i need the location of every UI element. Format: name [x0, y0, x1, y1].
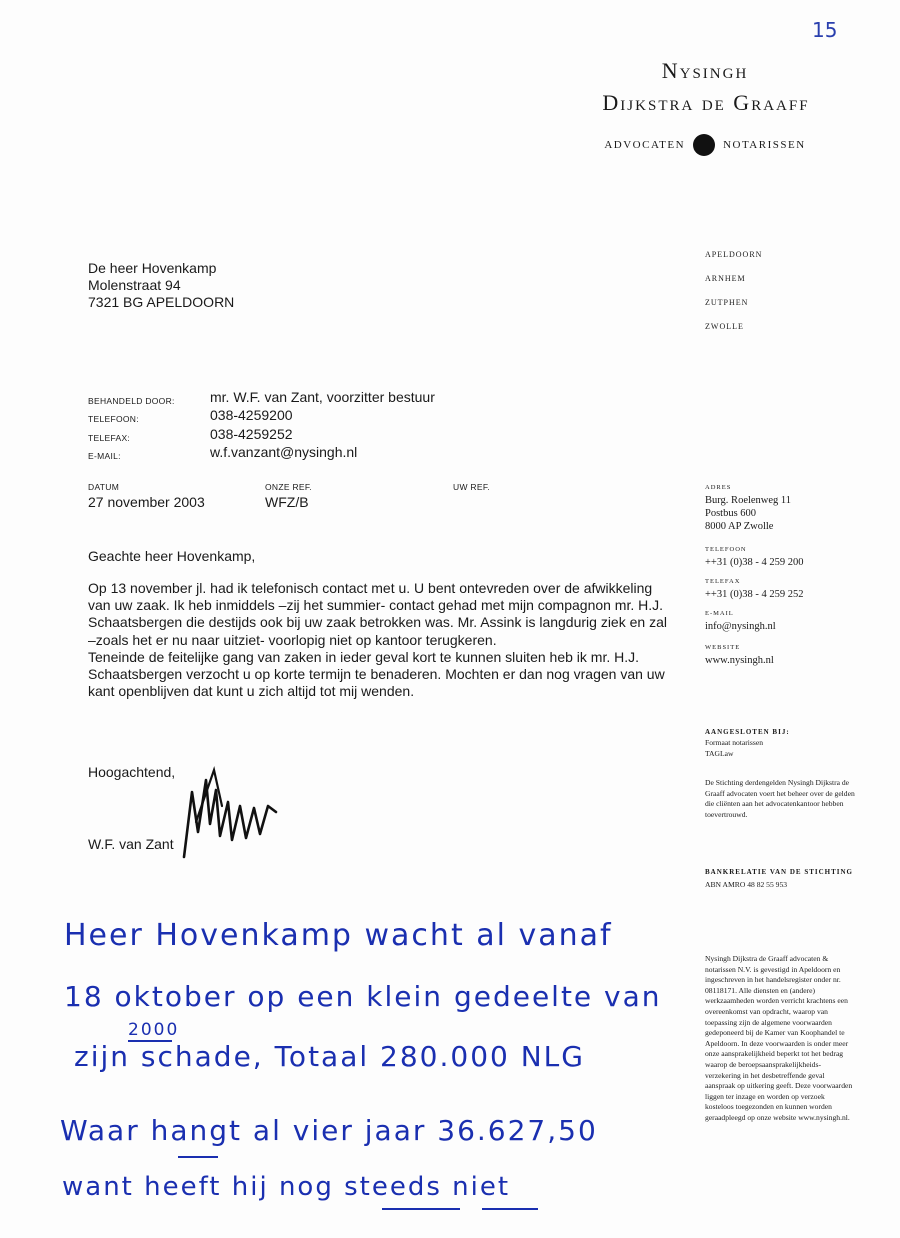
office-zwolle: ZWOLLE — [705, 322, 744, 331]
bank-label: BANKRELATIE VAN DE STICHTING — [705, 868, 854, 876]
aangesloten-label: AANGESLOTEN BIJ: — [705, 728, 790, 736]
aangesloten-line-2: TAGLaw — [705, 748, 734, 758]
telefax-value: ++31 (0)38 - 4 259 252 — [705, 589, 804, 600]
fax-label: TELEFAX: — [88, 433, 131, 443]
sidebar-email-label: E-MAIL — [705, 610, 734, 617]
adres-label: ADRES — [705, 484, 732, 491]
email-value: w.f.vanzant@nysingh.nl — [210, 444, 358, 460]
website-label: WEBSITE — [705, 644, 741, 651]
office-zutphen: ZUTPHEN — [705, 298, 749, 307]
aangesloten-lines — [705, 738, 855, 759]
office-arnhem: ARNHEM — [705, 274, 746, 283]
phone-value: 038-4259200 — [210, 407, 293, 423]
your-ref-label: UW REF. — [453, 482, 491, 492]
stichting-text: De Stichting derdengelden Nysingh Dijkstra de Graaff advocaten voert het beheer over de gelden die cliënten aan het advocatenkantoor hebben toevertrouwd. — [705, 778, 855, 819]
logo-left-word: ADVOCATEN — [604, 139, 686, 151]
fax-value: 038-4259252 — [210, 426, 293, 442]
telefax-label: TELEFAX — [705, 578, 741, 585]
date-value: 27 november 2003 — [88, 494, 205, 510]
website-value: www.nysingh.nl — [705, 655, 774, 666]
handwriting-line-4: Waar hangt al vier jaar 36.627,50 — [60, 1114, 598, 1147]
telefoon-value: ++31 (0)38 - 4 259 200 — [705, 557, 804, 568]
underline-niet — [482, 1208, 538, 1210]
handwriting-superscript: 2000 — [128, 1020, 180, 1040]
underline-hangt — [178, 1156, 218, 1158]
recipient-street: Molenstraat 94 — [88, 277, 181, 293]
handwriting-line-1: Heer Hovenkamp wacht al vanaf — [64, 918, 613, 953]
recipient-name: De heer Hovenkamp — [88, 260, 217, 276]
legal-text: Nysingh Dijkstra de Graaff advocaten & notarissen N.V. is gevestigd in Apeldoorn en ingeschreven in het handelsregister onder nr. 08118171. Alle diensten en (andere) werkzaamheden worden verricht krachtens een overeenkomst van opdracht, waarop van toepassing zijn de algemene voorwaarden gedeponeerd bij de Kamer van Koophandel te Apeldoorn. In deze voorwaarden is onder meer onze aansprakelijkheid beperkt tot het bedrag waarop de beroepsaansprakelijkheids-verzekering in het desbetreffende geval aanspraak op uitkering geeft. Deze voorwaarden liggen ter inzage en worden op verzoek kosteloos toegezonden en kunnen worden geraadpleegd op onze website www.nysingh.nl. — [705, 954, 853, 1122]
aangesloten-line-1: Formaat notarissen — [705, 738, 763, 747]
paragraph-2: Teneinde de feitelijke gang van zaken in ieder geval kort te kunnen sluiten heb ik mr. H.J. Schaatsbergen verzocht u op korte termijn te benaderen. Mochten er dan nog vragen van uw kant openblijven dat kunt u zich altijd tot mij wenden. — [88, 648, 665, 700]
handwriting-line-3: zijn schade, Totaal 280.000 NLG — [74, 1040, 585, 1073]
adres-lines — [705, 494, 791, 533]
phone-label: TELEFOON: — [88, 414, 139, 424]
bank-value: ABN AMRO 48 82 55 953 — [705, 880, 788, 889]
letter-body — [88, 580, 668, 700]
logo-right-word: NOTARISSEN — [723, 139, 806, 151]
email-label: E-MAIL: — [88, 451, 121, 461]
date-label: DATUM — [88, 482, 120, 492]
adres-line-1: Burg. Roelenweg 11 — [705, 495, 792, 506]
page-number: 15 — [812, 18, 838, 42]
logo-dot-icon — [693, 134, 715, 156]
logo-tagline — [590, 134, 820, 156]
signature-icon — [176, 762, 286, 862]
logo-line-1: Nysingh — [661, 58, 749, 83]
adres-line-3: 8000 AP Zwolle — [705, 521, 774, 532]
recipient-city: 7321 BG APELDOORN — [88, 294, 235, 310]
signatory: W.F. van Zant — [88, 836, 174, 852]
handled-by-label: BEHANDELD DOOR: — [88, 396, 175, 406]
sidebar-email-value: info@nysingh.nl — [705, 621, 776, 632]
adres-line-2: Postbus 600 — [705, 508, 757, 519]
office-apeldoorn: APELDOORN — [705, 250, 763, 259]
paragraph-1: Op 13 november jl. had ik telefonisch contact met u. U bent ontevreden over de afwikkeling van uw zaak. Ik heb inmiddels –zij het summier- contact gehad met mijn compagnon mr. H.J. Schaatsbergen die destijds ook bij uw zaak betrokken was. Mr. Assink is langdurig ziek en zal –zoals het er nu naar uitziet- voorlopig niet op kantoor terugkeren. — [88, 580, 667, 648]
telefoon-label: TELEFOON — [705, 546, 747, 553]
recipient-address — [88, 260, 234, 311]
our-ref-value: WFZ/B — [265, 494, 309, 510]
handled-by-value: mr. W.F. van Zant, voorzitter bestuur — [210, 389, 435, 405]
our-ref-label: ONZE REF. — [265, 482, 313, 492]
handwriting-line-2: 18 oktober op een klein gedeelte van — [64, 980, 662, 1013]
salutation: Geachte heer Hovenkamp, — [88, 548, 256, 564]
closing: Hoogachtend, — [88, 764, 176, 780]
handwriting-line-5: want heeft hij nog steeds niet — [62, 1172, 511, 1202]
underline-steeds — [382, 1208, 460, 1210]
logo-line-2: Dijkstra de Graaff — [602, 90, 810, 115]
